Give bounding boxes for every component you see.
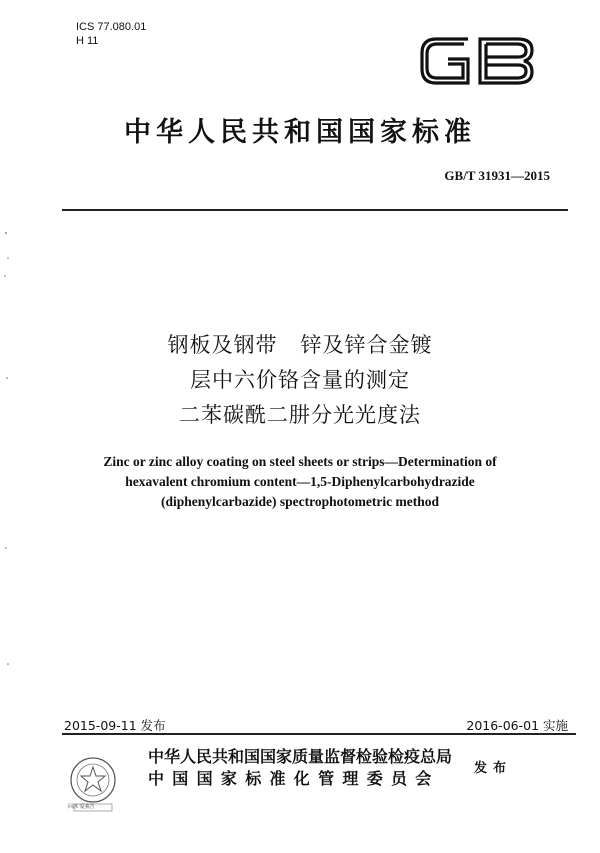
- scan-edge-marks: [2, 228, 12, 668]
- ics-code: ICS 77.080.01: [76, 21, 147, 33]
- issue-date: 2015-09-11 发布: [64, 718, 166, 733]
- english-title-line-3: (diphenylcarbazide) spectrophotometric method: [161, 494, 439, 509]
- chinese-title-line-2: 层中六价铬含量的测定: [190, 368, 410, 392]
- gb-logo: [418, 35, 536, 87]
- issuing-authorities: [148, 746, 452, 790]
- implementation-date: 2016-06-01 实施: [466, 718, 568, 733]
- issuer-sac: 中国国家标准化管理委员会: [148, 769, 440, 788]
- english-title-line-1: Zinc or zinc alloy coating on steel sheets or strips—Determination of: [103, 454, 497, 469]
- standard-category-title: 中华人民共和国国家标准: [124, 117, 476, 148]
- english-title-line-2: hexavalent chromium content—1,5-Diphenylcarbohydrazide: [125, 474, 475, 489]
- footer-divider: [62, 733, 576, 735]
- header-divider: [62, 209, 568, 211]
- chinese-title-line-3: 二苯碳酰二肼分光光度法: [179, 403, 421, 427]
- classification-codes: [76, 20, 146, 48]
- ccs-code: H 11: [76, 35, 99, 47]
- issuer-aqsiq: 中华人民共和国国家质量监督检验检疫总局: [148, 747, 453, 766]
- stamp-code: 回冰 爱我告: [68, 804, 95, 810]
- chinese-title: [0, 328, 600, 433]
- standard-code: GB/T 31931—2015: [444, 168, 550, 183]
- english-title: [0, 452, 600, 512]
- chinese-title-line-1: 钢板及钢带 锌及锌合金镀: [167, 333, 433, 357]
- publish-label: 发布: [474, 761, 513, 776]
